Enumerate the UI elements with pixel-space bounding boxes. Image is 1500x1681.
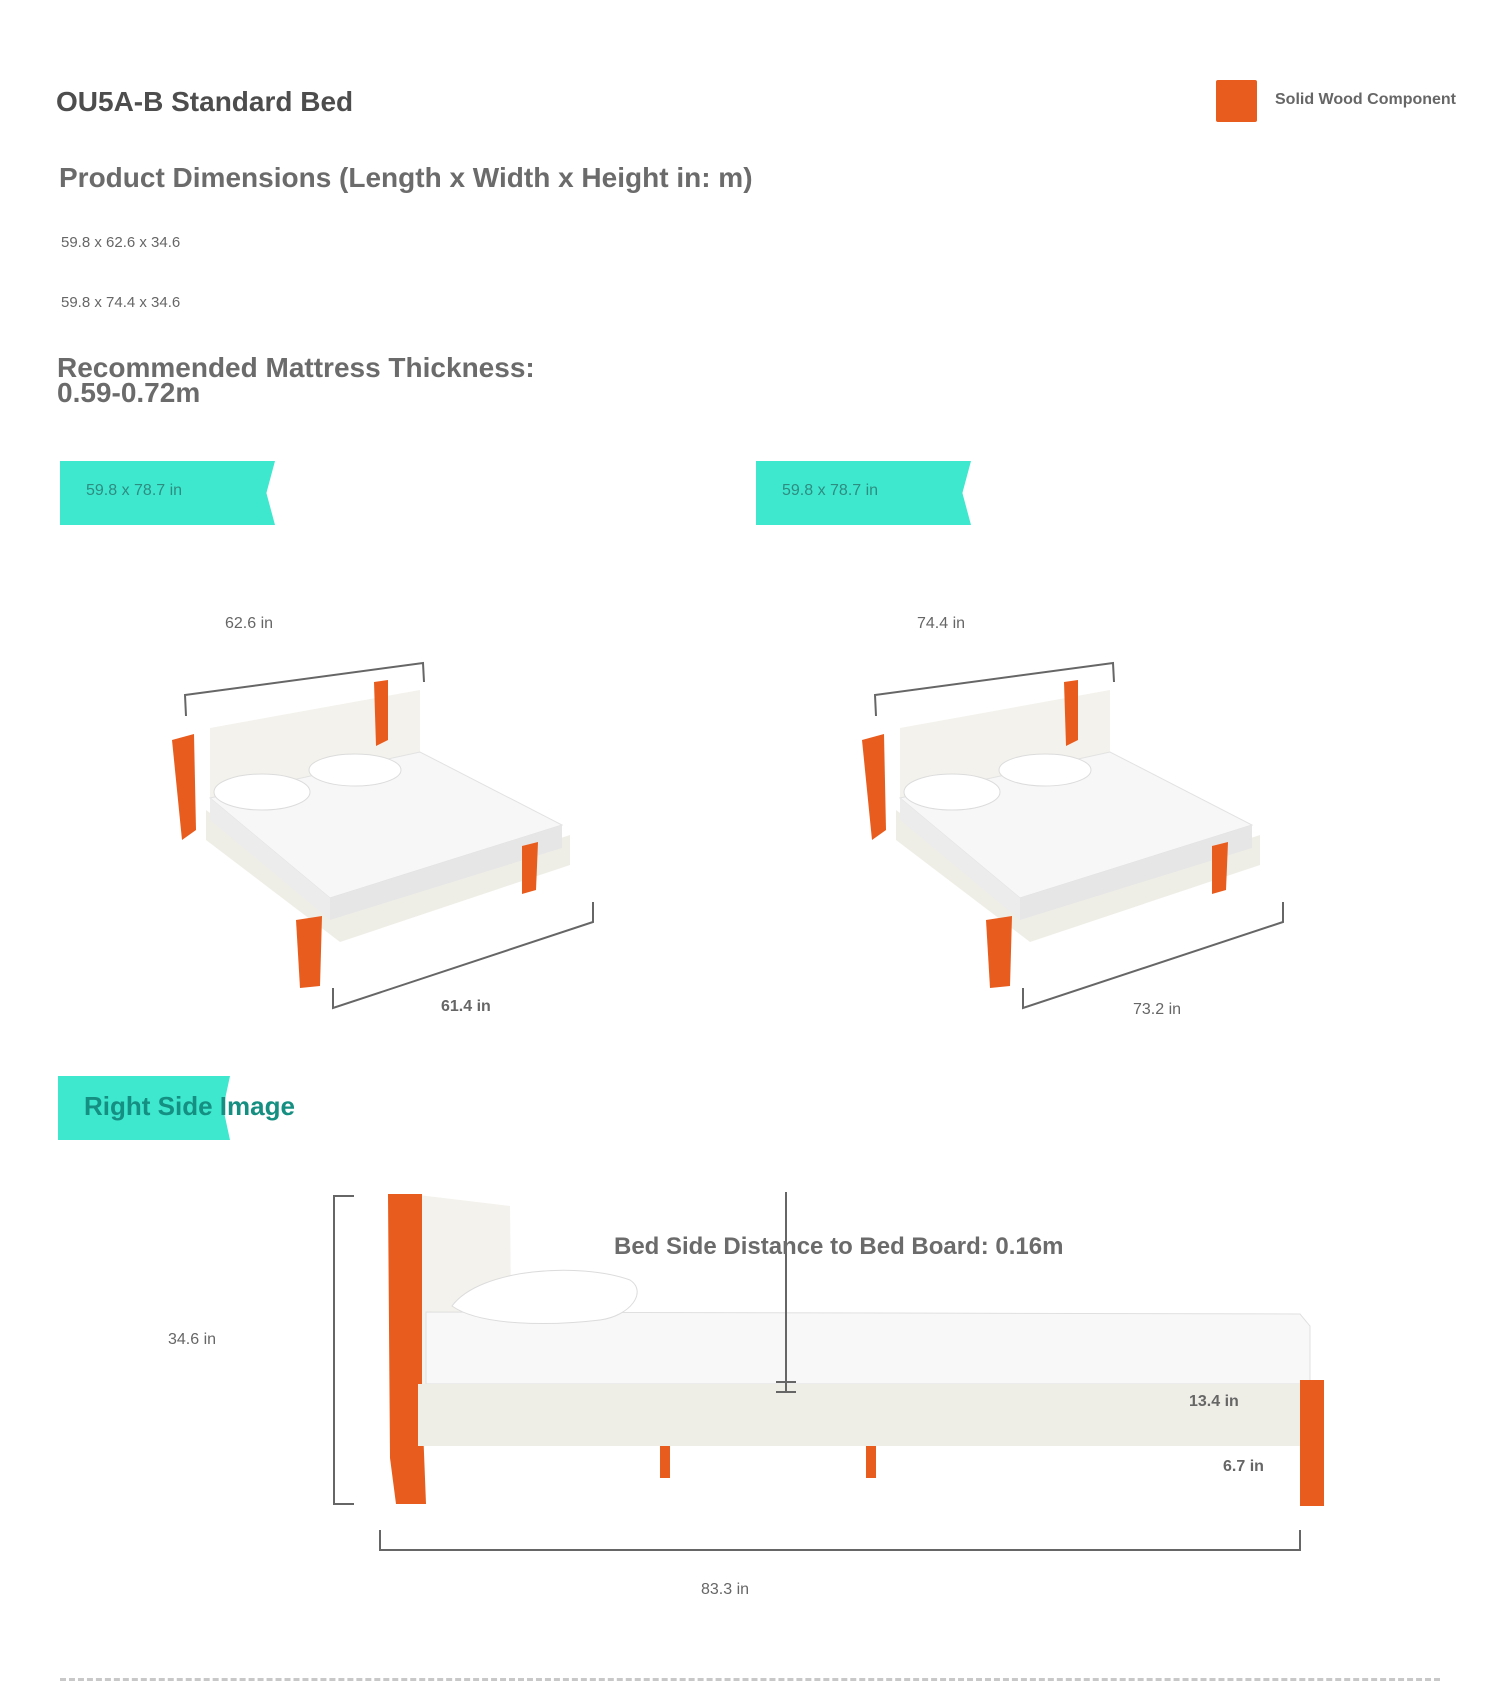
leg-back-right xyxy=(374,680,388,746)
measure-bottom-width-1: 61.4 in xyxy=(441,998,491,1015)
leg-front-left xyxy=(296,916,322,988)
bed-drawing xyxy=(172,663,593,1008)
dimension-line-1: 59.8 x 62.6 x 34.6 xyxy=(61,234,181,251)
headboard-post xyxy=(388,1194,426,1504)
center-leg-2 xyxy=(866,1446,876,1478)
center-leg-1 xyxy=(660,1446,670,1478)
legend-swatch-solid-wood xyxy=(1216,80,1257,122)
measure-clearance: 6.7 in xyxy=(1223,1458,1264,1475)
pillow-right xyxy=(309,754,401,786)
measure-top-width-1: 62.6 in xyxy=(225,615,274,632)
mattress-thickness xyxy=(57,352,617,408)
pillow-right xyxy=(999,754,1091,786)
measure-height: 34.6 in xyxy=(168,1331,217,1348)
leg-back-left xyxy=(172,734,196,840)
length-bracket xyxy=(380,1530,1300,1550)
dimensions-heading: Product Dimensions (Length x Width x Height in: m) xyxy=(59,162,753,193)
side-view-ribbon-label: Right Side Image xyxy=(84,1091,295,1121)
mattress-thickness-label: Recommended Mattress Thickness: xyxy=(57,352,535,383)
pillow-left xyxy=(904,774,1000,810)
measure-side-rail-height: 13.4 in xyxy=(1189,1393,1239,1410)
leg-front-left xyxy=(986,916,1012,988)
leg-front-right xyxy=(1212,842,1228,894)
side-rail xyxy=(418,1384,1312,1446)
front-bed-illustration-2 xyxy=(840,620,1290,1010)
measure-bottom-width-2: 73.2 in xyxy=(1133,1001,1182,1018)
measure-top-width-2: 74.4 in xyxy=(917,615,966,632)
foot-post xyxy=(1300,1380,1324,1506)
measure-length: 83.3 in xyxy=(701,1581,750,1598)
leg-back-left xyxy=(862,734,886,840)
bed-side-distance-label: Bed Side Distance to Bed Board: 0.16m xyxy=(614,1233,1064,1260)
mattress-thickness-value: 0.59-0.72m xyxy=(57,377,201,408)
legend-label: Solid Wood Component xyxy=(1275,91,1457,108)
height-bracket xyxy=(334,1196,354,1504)
size-ribbon-1-label: 59.8 x 78.7 in xyxy=(86,482,183,499)
bed-drawing xyxy=(862,663,1283,1008)
product-title: OU5A-B Standard Bed xyxy=(56,86,354,117)
leg-back-right xyxy=(1064,680,1078,746)
front-bed-illustration-1 xyxy=(150,620,600,1010)
dimension-line-2: 59.8 x 74.4 x 34.6 xyxy=(61,294,181,311)
leg-front-right xyxy=(522,842,538,894)
pillow-left xyxy=(214,774,310,810)
size-ribbon-2-label: 59.8 x 78.7 in xyxy=(782,482,879,499)
